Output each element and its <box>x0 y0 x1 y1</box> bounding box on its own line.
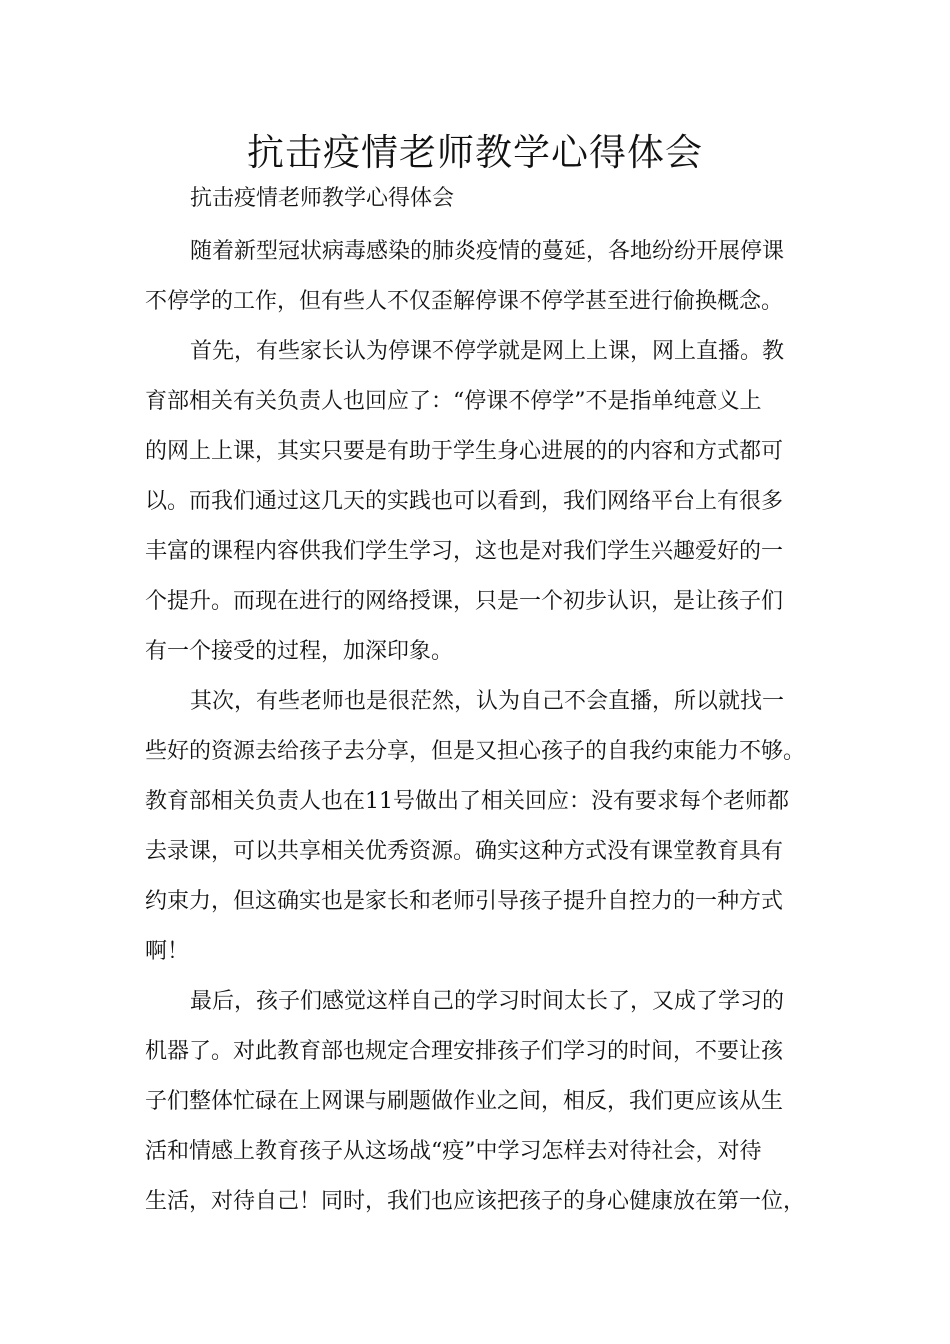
paragraph-line: 子们整体忙碌在上网课与刷题做作业之间，相反，我们更应该从生 <box>145 1089 784 1114</box>
paragraph-line: 啊！ <box>145 939 190 964</box>
document-title: 抗击疫情老师教学心得体会 <box>247 131 703 174</box>
paragraph-line: 个提升。而现在进行的网络授课，只是一个初步认识，是让孩子们 <box>145 589 784 614</box>
paragraph-line: 有一个接受的过程，加深印象。 <box>145 639 454 664</box>
paragraph-line: 去录课，可以共享相关优秀资源。确实这种方式没有课堂教育具有 <box>145 839 784 864</box>
paragraph-line: 随着新型冠状病毒感染的肺炎疫情的蔓延，各地纷纷开展停课 <box>190 239 785 264</box>
paragraph-line: 生活，对待自己！同时，我们也应该把孩子的身心健康放在第一位， <box>145 1189 806 1214</box>
paragraph-line: 教育部相关负责人也在11号做出了相关回应：没有要求每个老师都 <box>145 789 789 814</box>
paragraph-line: 些好的资源去给孩子去分享，但是又担心孩子的自我约束能力不够。 <box>145 739 806 764</box>
paragraph-line: 丰富的课程内容供我们学生学习，这也是对我们学生兴趣爱好的一 <box>145 539 784 564</box>
paragraph-line: 机器了。对此教育部也规定合理安排孩子们学习的时间，不要让孩 <box>145 1039 784 1064</box>
paragraph-line: 最后，孩子们感觉这样自己的学习时间太长了，又成了学习的 <box>190 989 785 1014</box>
paragraph-line: 的网上上课，其实只要是有助于学生身心进展的的内容和方式都可 <box>145 439 784 464</box>
document-subtitle: 抗击疫情老师教学心得体会 <box>190 186 455 211</box>
paragraph-line: 约束力，但这确实也是家长和老师引导孩子提升自控力的一种方式 <box>145 889 784 914</box>
paragraph-line: 以。而我们通过这几天的实践也可以看到，我们网络平台上有很多 <box>145 489 784 514</box>
paragraph-line: 育部相关有关负责人也回应了：“停课不停学”不是指单纯意义上 <box>145 389 762 414</box>
paragraph-line: 其次，有些老师也是很茫然，认为自己不会直播，所以就找一 <box>190 689 785 714</box>
paragraph-line: 首先，有些家长认为停课不停学就是网上上课，网上直播。教 <box>190 339 785 364</box>
paragraph-line: 活和情感上教育孩子从这场战“疫”中学习怎样去对待社会，对待 <box>145 1139 762 1164</box>
paragraph-line: 不停学的工作，但有些人不仅歪解停课不停学甚至进行偷换概念。 <box>145 289 784 314</box>
